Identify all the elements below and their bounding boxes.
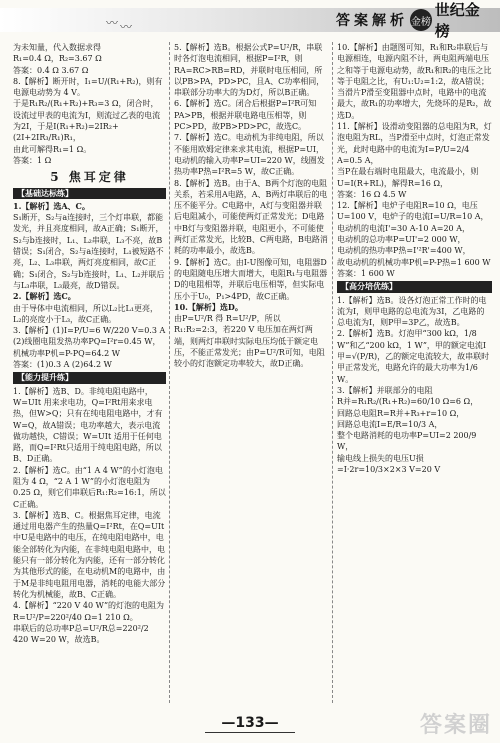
answer-line: 故电动机的机械功率P机=P-P热=1 600 W bbox=[337, 257, 491, 267]
answer-line: 3.【解析】选B、C。根据焦耳定律，电流通过用电器产生的热量Q=I²Rt，在Q=UIt中U是电路中的电压，在纯电阻电路中，电能全部转化为内能，在非纯电阻电路中，电能只有一部分转化为内能，还有一部分转化为其他形式的能，在电动机M的电路中，由于M是非纯电阻用电器，消耗的电能大部分转化为机械能，故B、C正确。 bbox=[13, 510, 166, 599]
answer-line: 11.【解析】设滑动变阻器的总电阻为R，灯泡电阻为RL，当P滑至中点时，灯泡正常发光，此时电路中的电流为I=P/U=2/4 A=0.5 A， bbox=[337, 122, 492, 165]
answer-column-1 bbox=[13, 42, 166, 703]
brand-logo bbox=[410, 1, 494, 40]
bird-icon: 〰 bbox=[120, 20, 133, 34]
section-bar: 【能力提升练】 bbox=[13, 372, 166, 383]
answer-line: 答案：16 Ω 4.5 W bbox=[337, 189, 407, 199]
answer-line: 2.【解析】选C。 bbox=[13, 291, 76, 302]
answer-line: 6.【解析】选C。闭合后根据P=I²R可知PA>PB，根据并联电路电压相等，则PC>PD，故PB>PD>PC，故选C。 bbox=[174, 99, 317, 132]
answer-column-2 bbox=[174, 42, 328, 703]
answer-line: 由此可解得R₁=1 Ω。 bbox=[13, 144, 92, 154]
page-number: —133— bbox=[221, 715, 279, 731]
bird-icon: 〰 bbox=[106, 16, 119, 30]
answer-line: 1.【解析】选B、D。非纯电阻电路中，W=UIt 用来求电功，Q=I²Rt用来求电热，但W>Q；只有在纯电阻电路中，才有W=Q，故A错误；电功率越大，表示电流做功越快，C错误；W=UIt 适用于任何电路，而Q=I²Rt只适用于纯电阻电路，所以B、D正确。 bbox=[13, 386, 163, 464]
answer-line: 10.【解析】由题图可知，R₁和R₂串联后与电源相连，电源内阻不计，两电阻两端电压之和等于电源电动势，故R₁和R₂的电压之比等于电阻之比，有U₁:U₂=1:2，故A错误；当滑片P滑至变阻器中点时，电路中的电流最大，故R₁的功率增大，先烧坏的是R₂，故选D。 bbox=[337, 43, 492, 120]
watermark: 答案圈 bbox=[419, 713, 492, 738]
answer-line: 1.【解析】选B。设各灯泡正常工作时的电流为I，则甲电路的总电流为3I，乙电路的总电流为I，则P甲=3P乙，故选B。 bbox=[337, 295, 487, 328]
answer-line: 2.【解析】选B。灯泡甲“300 kΩ，1/8 W”和乙“200 kΩ，1 W”，甲的额定电流I甲=√(P/R)，乙的额定电流较大，故串联时甲正常发光，电路允许的最大功率为1/6 W。 bbox=[337, 329, 490, 384]
answer-line: 10.【解析】选D。 bbox=[174, 301, 243, 312]
answer-line: 为未知量，代入数据求得 bbox=[13, 43, 101, 52]
answer-line: 8.【解析】断开时，I₁=U/(R₁+R₂)，则有电源电动势为 4 V。 bbox=[13, 76, 163, 98]
section-bar: 【基础达标练】 bbox=[13, 188, 166, 199]
logo-mark-icon: 金榜 bbox=[410, 9, 432, 31]
answer-line: 7.【解析】选C。电动机为非纯电阻，所以不能用欧姆定律来求其电流，根据P=UI，电动机的输入功率P=UI=220 W，线圈发热功率P热=I²R=5 W，故C正确。 bbox=[174, 133, 325, 177]
answer-line: 答案：0.4 Ω 3.67 Ω bbox=[13, 65, 89, 75]
section-bar: 【高分培优练】 bbox=[337, 281, 492, 292]
answer-line: 2.【解析】选C。由“1 A 4 W”的小灯泡电阻为 4 Ω，“2 A 1 W”的小灯泡电阻为0.25 Ω，则它们串联后R₁:R₂=16:1，所以C正确。 bbox=[13, 465, 166, 509]
column-divider bbox=[169, 42, 170, 703]
header-title: 答案解析 bbox=[336, 13, 408, 29]
answer-line: S₁断开，S₂与a连接时，三个灯串联，都能发光，并且亮度相同，故A正确；S₁断开，S₂与b连接时，L₁、L₂串联，L₃不亮，故B错误；S₁闭合，S₂与a连接时，L₁被短路不亮，L₂、L₃串联，两灯亮度相同，故C正确；S₁闭合，S₂与b连接时，L₁、L₂并联后与L₃串联，L₃最亮，故D错误。 bbox=[13, 213, 165, 290]
answer-line: 输电线上损失的电压U损=I·2r=10/3×2×3 V=20 V bbox=[337, 453, 441, 474]
answer-line: R₁=0.4 Ω，R₂=3.67 Ω bbox=[13, 54, 102, 64]
answer-line: 9.【解析】选C。由I-U图像可知，电阻器D的电阻随电压增大而增大，电阻R₁与电阻器D的电阻相等，并联后电压相等，但实际电压小于U₀，P₁>4PD，故C正确。 bbox=[174, 257, 328, 301]
answer-line: 5.【解析】选B。根据公式P=U²/R，串联时各灯泡电流相同，根据P=I²R，则RA=RC>RB=RD，并联时电压相同，所以PB>PA，PD>PC，且A、C功率相同，串联部分功率大的为D灯，所以B正确。 bbox=[174, 43, 325, 98]
answer-line: 整个电路消耗的电功率P=UI=2 200/9 W， bbox=[337, 431, 477, 452]
answer-line: 8.【解析】选B。由于A、B两个灯泡的电阻关系，若采用A电路，A、B两灯串联后的电压不能平分。C电路中，A灯与变阻器并联后电阻减小，可能使两灯正常发光；D电路中B灯与变阻器并联，电阻更小，不可能使两灯正常发光，比较B、C两电路，B电路消耗的功率最小，故选B。 bbox=[174, 178, 328, 256]
answer-line: 答案：1 600 W bbox=[337, 268, 395, 278]
answer-line: 答案：(1)0.3 A (2)64.2 W bbox=[13, 360, 112, 370]
answer-line: R并=R₁R₂/(R₁+R₂)=60/10 Ω=6 Ω， bbox=[337, 397, 479, 407]
answer-line: 当P在最右端时电阻最大，电流最小，则U=I(R+RL)，解得R=16 Ω， bbox=[337, 167, 479, 188]
answer-line: 于是R₁R₂/(R₁+R₂)+R₃=3 Ω，闭合时，设流过甲表的电流为I，则流过乙表的电流为2I，于是I(R₁+R₂)=2IR₂+(2I+2IR₃/R₁)R₁， bbox=[13, 99, 161, 143]
answer-line: 串联后的总功率P总=U²/R总=220²/2 420 W=20 W，故选B。 bbox=[13, 623, 149, 645]
answer-line: 由于导体中电流相同，所以L₂比L₁更亮，L₂的亮度小于L₃，故C正确。 bbox=[13, 303, 159, 324]
answer-line: 3.【解析】(1)I=P/U=6 W/220 V=0.3 A bbox=[13, 326, 166, 336]
answer-line: 3.【解析】并联部分的电阻 bbox=[337, 385, 433, 395]
footer-rule bbox=[205, 732, 295, 733]
answer-line: 12.【解析】电炉子电阻R=10 Ω，电压U=100 V，电炉子的电流I=U/R=10 A，电动机的电流I'=30 A-10 A=20 A， bbox=[337, 201, 489, 233]
column-divider bbox=[332, 42, 333, 703]
answer-line: 1.【解析】选A、C。 bbox=[13, 200, 90, 211]
answer-column-3 bbox=[337, 42, 492, 703]
answer-line: (2)线圈电阻发热功率PQ=I²r=0.45 W，机械功率P机=P-PQ=64.2 W bbox=[13, 337, 161, 358]
answer-line: 回路总电流I=E/R=10/3 A， bbox=[337, 419, 443, 429]
answer-line: 由P=U²/R 得 R=U²/P，所以R₁:R₂=2:3，若220 V 电压加在两灯两端，则两灯串联时实际电压均低于额定电压，不能正常发光；由P=U²/R可知，电阻较小的灯泡额定功率较大，故D正确。 bbox=[174, 314, 325, 369]
page-header bbox=[0, 0, 500, 38]
section-title: 5 焦耳定律 bbox=[50, 170, 129, 185]
answer-line: 4.【解析】“220 V 40 W”的灯泡的电阻为R=U²/P=220²/40 Ω=1 210 Ω。 bbox=[13, 601, 165, 622]
answer-line: 回路总电阻R=R并+R₃+r=10 Ω， bbox=[337, 408, 465, 418]
answer-line: 电动机的热功率P热=I'²R'=400 W， bbox=[337, 246, 471, 256]
answer-line: 电动机的总功率P=UI'=2 000 W， bbox=[337, 235, 466, 245]
answer-line: 答案：1 Ω bbox=[13, 155, 52, 165]
logo-text: 世纪金榜 bbox=[434, 1, 480, 40]
